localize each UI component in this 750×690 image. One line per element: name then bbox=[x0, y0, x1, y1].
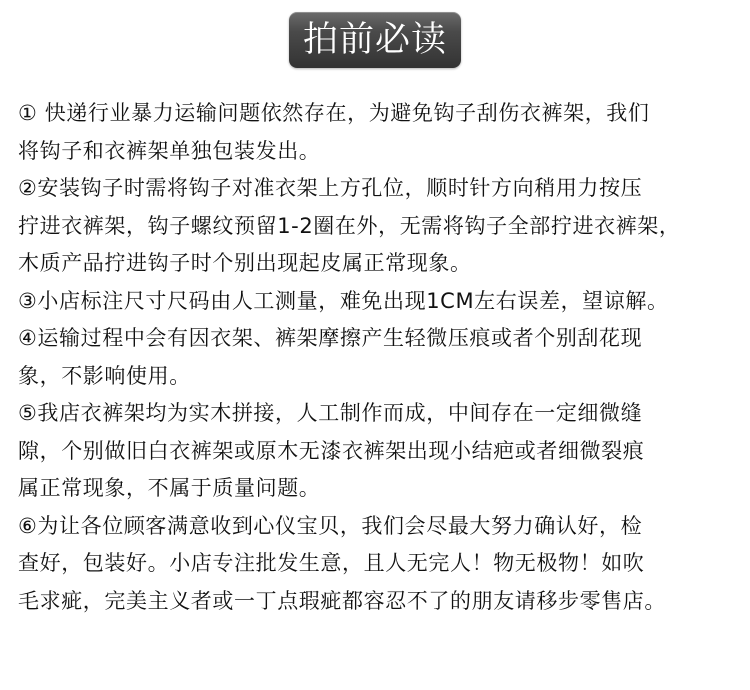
note-line: ⑤我店衣裤架均为实木拼接，人工制作而成，中间存在一定细微缝 bbox=[18, 401, 643, 425]
note-line: 属正常现象，不属于质量问题。 bbox=[18, 476, 321, 500]
note-item bbox=[18, 320, 736, 395]
note-item bbox=[18, 395, 736, 508]
note-line: ②安装钩子时需将钩子对准衣架上方孔位，顺时针方向稍用力按压 bbox=[18, 176, 643, 200]
note-line: 隙，个别做旧白衣裤架或原木无漆衣裤架出现小结疤或者细微裂痕 bbox=[18, 438, 645, 463]
note-line: 象，不影响使用。 bbox=[18, 363, 191, 388]
note-line: 毛求疵，完美主义者或一丁点瑕疵都容忍不了的朋友请移步零售店。 bbox=[18, 588, 666, 613]
title-banner bbox=[0, 12, 750, 68]
note-item bbox=[18, 95, 736, 170]
note-item bbox=[18, 283, 736, 321]
note-line: 木质产品拧进钩子时个别出现起皮属正常现象。 bbox=[18, 251, 472, 275]
page-title: 拍前必读 bbox=[302, 19, 447, 60]
note-line: ④运输过程中会有因衣架、裤架摩擦产生轻微压痕或者个别刮花现 bbox=[18, 326, 643, 350]
note-line: 查好，包装好。小店专注批发生意，且人无完人！物无极物！如吹 bbox=[18, 551, 645, 575]
note-line: ⑥为让各位顾客满意收到心仪宝贝，我们会尽最大努力确认好，检 bbox=[18, 513, 643, 538]
note-line: 拧进衣裤架，钩子螺纹预留1-2圈在外，无需将钩子全部拧进衣裤架， bbox=[18, 213, 681, 238]
note-line: 将钩子和衣裤架单独包装发出。 bbox=[18, 138, 321, 163]
title-badge bbox=[289, 12, 461, 68]
note-item bbox=[18, 170, 736, 283]
note-line: ① 快递行业暴力运输问题依然存在，为避免钩子刮伤衣裤架，我们 bbox=[18, 101, 650, 125]
notes-list bbox=[18, 95, 736, 620]
note-line: ③小店标注尺寸尺码由人工测量，难免出现1CM左右误差，望谅解。 bbox=[18, 288, 669, 313]
note-item bbox=[18, 508, 736, 621]
